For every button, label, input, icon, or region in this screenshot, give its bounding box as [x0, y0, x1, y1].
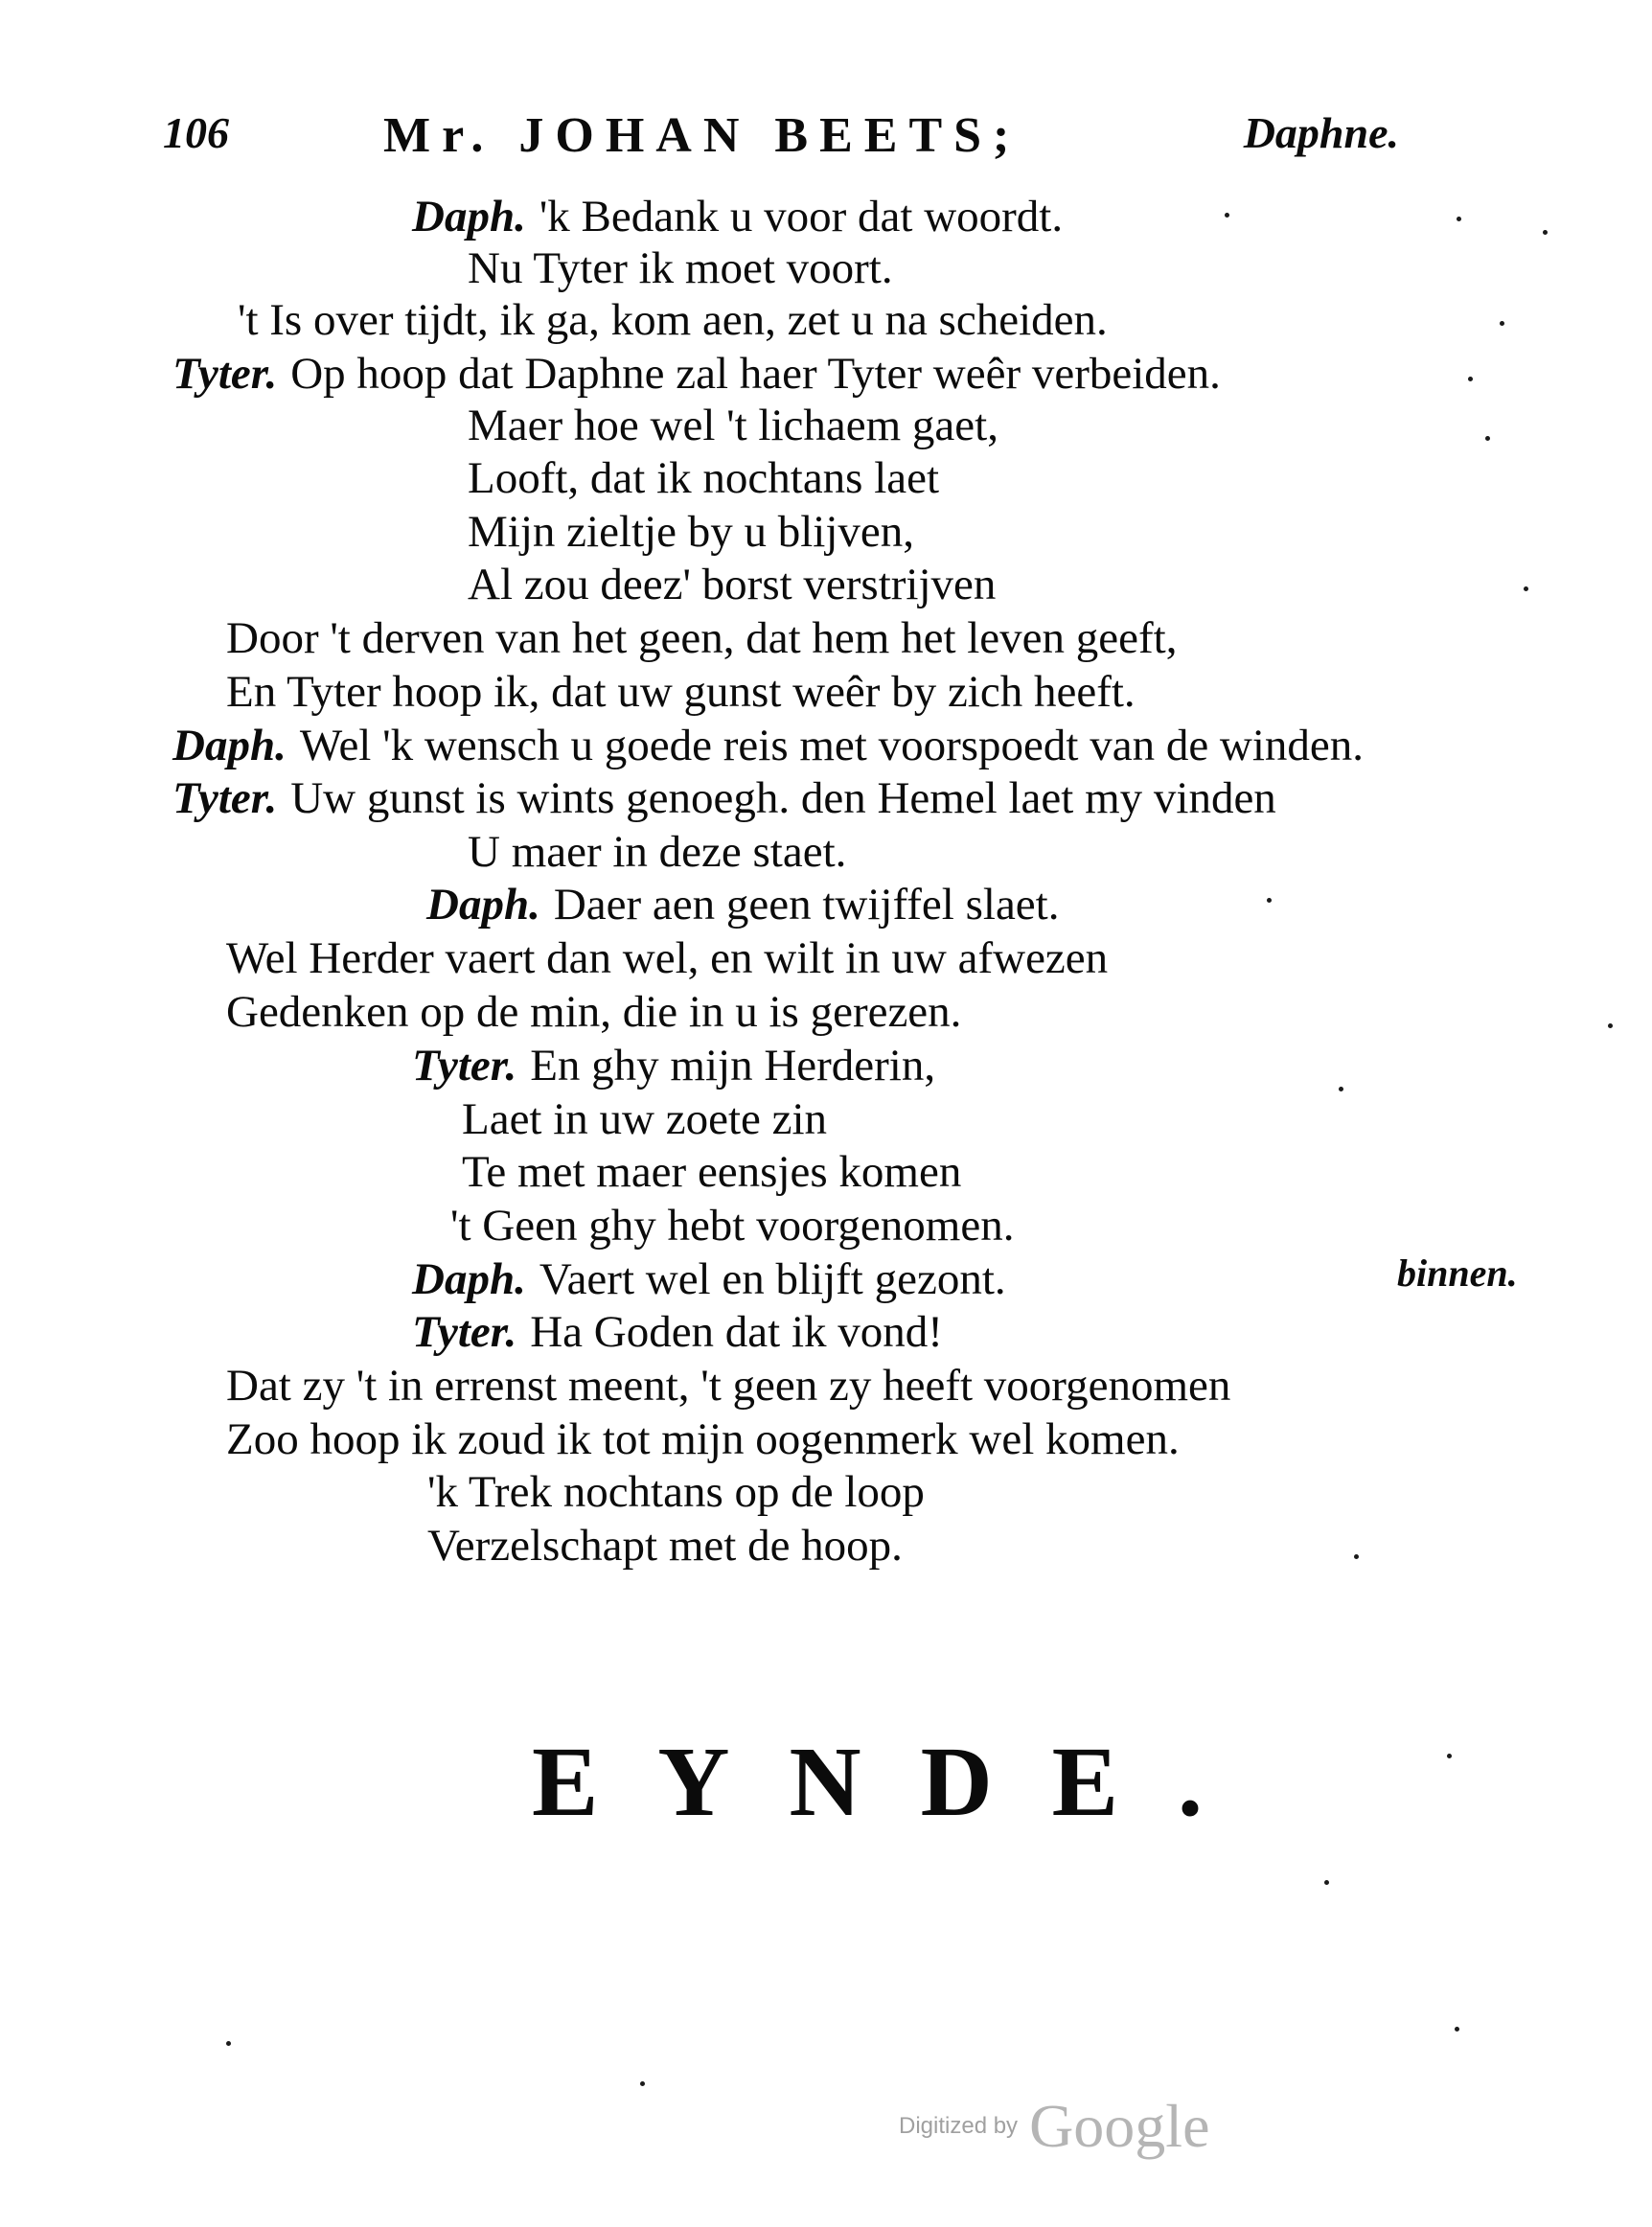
- verse-text: Nu Tyter ik moet voort.: [468, 243, 893, 293]
- google-logo: Google: [1029, 2092, 1210, 2160]
- verse-line: [427, 1465, 925, 1519]
- verse-line: [468, 505, 914, 559]
- scan-speck: [1447, 1754, 1452, 1758]
- verse-line: [226, 1412, 1180, 1466]
- verse-text: 't Is over tijdt, ik ga, kom aen, zet u na scheiden.: [238, 295, 1108, 345]
- verse-text: En Tyter hoop ik, dat uw gunst weêr by zich heeft.: [226, 667, 1136, 717]
- scan-speck: [1457, 217, 1461, 221]
- scan-speck: [1608, 1023, 1613, 1028]
- scan-speck: [1500, 321, 1504, 326]
- verse-text: 't Geen ghy hebt voorgenomen.: [450, 1201, 1015, 1251]
- verse-line: [468, 558, 996, 611]
- verse-line: [412, 190, 1063, 243]
- verse-line: [226, 665, 1136, 719]
- scan-speck: [1543, 230, 1548, 235]
- running-title: Mr. JOHAN BEETS;: [383, 108, 1021, 163]
- verse-text: U maer in deze staet.: [468, 827, 847, 877]
- speaker-label: Tyter.: [172, 349, 278, 399]
- verse-text: Zoo hoop ik zoud ik tot mijn oogenmerk wel komen.: [226, 1414, 1180, 1464]
- verse-text: Looft, dat ik nochtans laet: [468, 453, 940, 503]
- running-section: Daphne.: [1243, 108, 1399, 157]
- verse-line: [172, 347, 1221, 401]
- verse-line: [426, 878, 1059, 931]
- verse-text: 'k Bedank u voor dat woordt.: [539, 192, 1064, 241]
- verse-text: Gedenken op de min, die in u is gerezen.: [226, 987, 962, 1037]
- verse-line: [172, 771, 1276, 825]
- verse-line: [412, 1305, 943, 1359]
- verse-line: [412, 1252, 1006, 1306]
- verse-line: [226, 931, 1108, 985]
- running-head: [163, 107, 1399, 165]
- verse-text: Daer aen geen twijffel slaet.: [553, 880, 1060, 930]
- speaker-label: Daph.: [426, 880, 540, 930]
- verse-text: Al zou deez' borst verstrijven: [468, 560, 997, 609]
- speaker-label: Tyter.: [172, 773, 278, 823]
- scan-speck: [1267, 898, 1272, 903]
- verse-text: Verzelschapt met de hoop.: [427, 1521, 903, 1571]
- verse-line: [450, 1199, 1014, 1252]
- verse-line: [468, 825, 846, 879]
- scan-speck: [1324, 1880, 1329, 1885]
- verse-text: 'k Trek nochtans op de loop: [427, 1467, 925, 1517]
- verse-line: [238, 293, 1108, 347]
- scan-speck: [1468, 377, 1473, 381]
- scan-speck: [1339, 1087, 1343, 1091]
- verse-text: En ghy mijn Herderin,: [530, 1041, 936, 1091]
- scan-speck: [1225, 213, 1229, 218]
- verse-text: Door 't derven van het geen, dat hem het leven geeft,: [226, 613, 1178, 663]
- digitization-footer: [899, 2091, 1209, 2162]
- verse-line: [412, 1039, 935, 1092]
- verse-text: Op hoop dat Daphne zal haer Tyter weêr verbeiden.: [290, 349, 1221, 399]
- speaker-label: Daph.: [172, 721, 287, 770]
- scan-speck: [1354, 1554, 1359, 1559]
- verse-text: Dat zy 't in errenst meent, 't geen zy heeft voorgenomen: [226, 1361, 1231, 1411]
- verse-line: [172, 719, 1364, 772]
- verse-text: Mijn zieltje by u blijven,: [468, 507, 915, 557]
- verse-line: [468, 399, 998, 452]
- verse-line: [462, 1092, 827, 1146]
- speaker-label: Daph.: [412, 1254, 526, 1304]
- verse-text: Ha Goden dat ik vond!: [530, 1307, 943, 1357]
- scan-speck: [1455, 2027, 1459, 2032]
- verse-line: [462, 1145, 961, 1199]
- verse-line: [468, 241, 893, 295]
- scan-speck: [1524, 586, 1528, 591]
- verse-text: Maer hoe wel 't lichaem gaet,: [468, 401, 998, 450]
- verse-text: Uw gunst is wints genoegh. den Hemel laet my vinden: [290, 773, 1276, 823]
- verse-line: [427, 1519, 903, 1573]
- digitized-by-label: Digitized by: [899, 2113, 1019, 2139]
- verse-text: Te met maer eensjes komen: [462, 1147, 962, 1197]
- verse-text: Wel Herder vaert dan wel, en wilt in uw afwezen: [226, 933, 1109, 983]
- scan-speck: [1485, 436, 1490, 441]
- verse-text: Wel 'k wensch u goede reis met voorspoedt van de winden.: [299, 721, 1365, 770]
- page-number: 106: [163, 108, 229, 157]
- verse-text: Laet in uw zoete zin: [462, 1094, 828, 1144]
- scan-speck: [640, 2081, 645, 2086]
- finis-heading: EYNDE.: [532, 1727, 1263, 1837]
- scan-speck: [226, 2041, 231, 2046]
- speaker-label: Tyter.: [412, 1041, 517, 1091]
- speaker-label: Daph.: [412, 192, 526, 241]
- verse-line: [226, 611, 1177, 665]
- speaker-label: Tyter.: [412, 1307, 517, 1357]
- stage-direction: binnen.: [1397, 1251, 1518, 1295]
- verse-line: [226, 1359, 1230, 1412]
- verse-line: [468, 451, 939, 505]
- verse-line: [226, 985, 961, 1039]
- verse-text: Vaert wel en blijft gezont.: [539, 1254, 1006, 1304]
